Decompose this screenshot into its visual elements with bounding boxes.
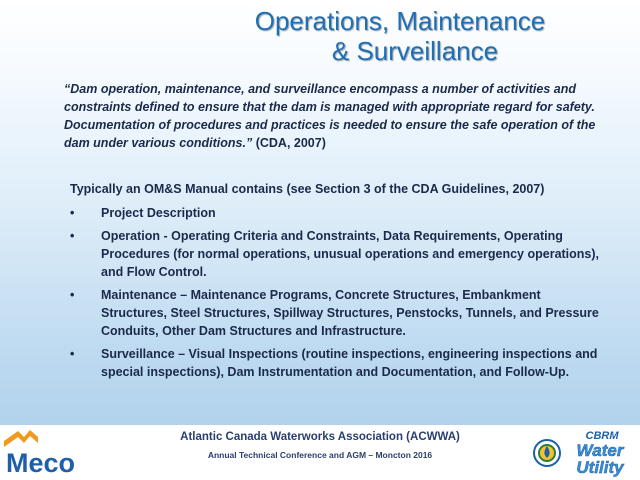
- bullet-text: Operation - Operating Criteria and Constraints, Data Requirements, Operating Procedures (for normal operations, unusual operations and emergency operations), and Flow Control.: [101, 229, 600, 279]
- meco-logo: [2, 427, 94, 477]
- quote-block: [64, 80, 624, 152]
- footer-title: Atlantic Canada Waterworks Association (ACWWA): [180, 431, 460, 443]
- quote-citation: (CDA, 2007): [255, 136, 326, 150]
- cbrm-water-utility-logo: [532, 426, 638, 478]
- bullet-item: [70, 345, 610, 381]
- bullet-item: [70, 204, 610, 222]
- bullet-item: [70, 286, 610, 340]
- bullet-text: Project Description: [101, 206, 216, 220]
- bullet-icon: •: [70, 206, 75, 220]
- bullet-item: [70, 227, 610, 281]
- slide-title: [0, 6, 640, 66]
- bullet-list: [70, 204, 610, 386]
- footer-bar: [0, 425, 640, 480]
- bullet-text: Maintenance – Maintenance Programs, Concrete Structures, Embankment Structures, Steel Structures, Spillway Structures, Penstocks, Tunnels, and Pressure Conduits, Other Dam Structures and Infrastructure.: [101, 288, 599, 338]
- quote-text: “Dam operation, maintenance, and surveillance encompass a number of activities and constraints defined to ensure that the dam is managed with appropriate regard for safety. Documentation of procedures and practices is needed to ensure the safe operation of the dam under various conditions.”: [64, 82, 596, 150]
- footer-subtitle: Annual Technical Conference and AGM – Moncton 2016: [207, 450, 433, 460]
- bullet-icon: •: [70, 229, 75, 243]
- title-line-2: & Surveillance: [331, 36, 499, 66]
- bullet-text: Surveillance – Visual Inspections (routine inspections, engineering inspections and special inspections), Dam Instrumentation and Documentation, and Follow-Up.: [101, 347, 598, 379]
- bullet-icon: •: [70, 288, 75, 302]
- logo-cbrm-text: CBRM: [585, 430, 619, 442]
- logo-utility-text: Utility: [576, 458, 624, 477]
- intro-text: Typically an OM&S Manual contains (see Section 3 of the CDA Guidelines, 2007): [70, 182, 545, 196]
- bullet-icon: •: [70, 347, 75, 361]
- meco-logo-text: Meco: [6, 448, 76, 477]
- title-line-1: Operations, Maintenance: [254, 6, 546, 36]
- logo-water-text: Water: [576, 441, 624, 460]
